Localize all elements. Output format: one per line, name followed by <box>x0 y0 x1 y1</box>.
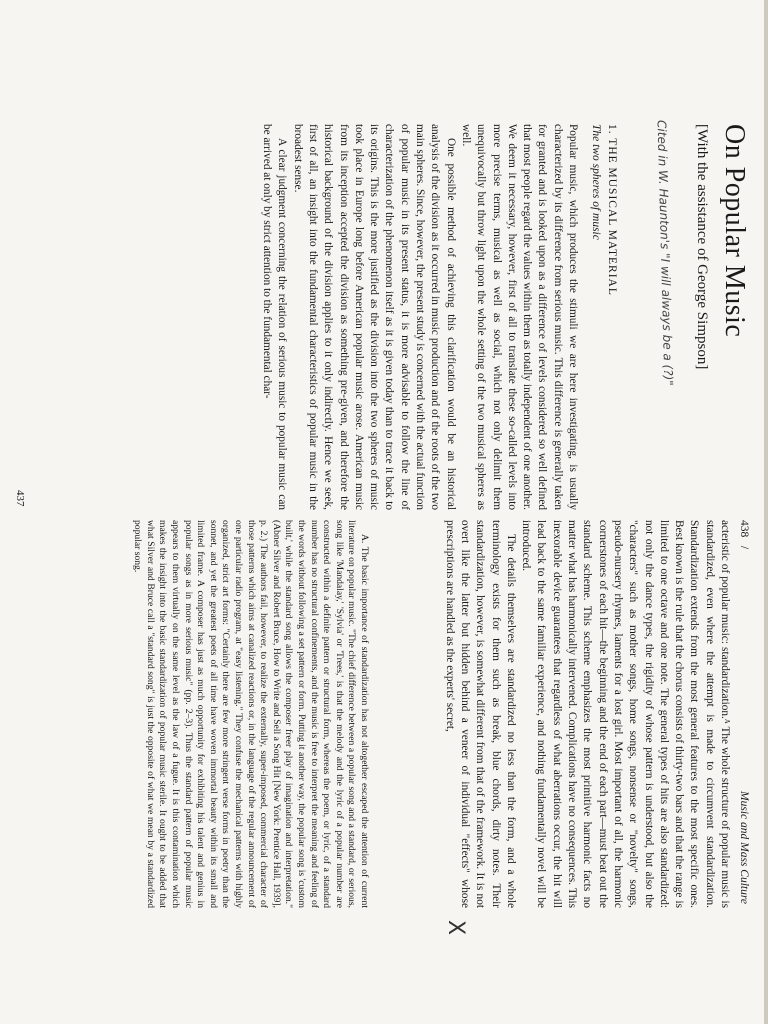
body-text-right <box>441 520 732 908</box>
page-438 <box>0 512 768 1024</box>
running-title: Music and Mass Culture <box>738 791 750 904</box>
paragraph: The details themselves are standardized no less than the form, and a whole terminology exists for them such as break, blue chords, dirty notes. Their standardization, however, is somewhat different from that of the framework. It is not overt like the latter but hidden behind a veneer of individual "effects" whose prescriptions are handled as the experts' secret, <box>443 520 517 908</box>
paragraph: Popular music, which produces the stimuli we are here investigating, is usually characterized by its difference from serious music. This difference is generally taken for granted and is looked upon as a difference of levels considered so well defined that most people regard the values within them as totally independent of one another. We deem it necessary, however, first of all to translate these so-called levels into more precise terms, musical as well as social, which not only delimit them unequivocally but throw light upon the whole setting of the two musical spheres as well. <box>459 124 579 510</box>
chapter-subtitle: [With the assistance of George Simpson] <box>694 124 710 370</box>
paragraph: acteristic of popular music: standardization.ᴬ The whole structure of popular music is standardized, even where the attempt is made to circumvent standardization. Standardization extends from the most general features to the most specific ones. Best known is the rule that the chorus consists of thirty-two bars and that the range is limited to one octave and one note. The general types of hits are also standardized: not only the dance types, the rigidity of whose pattern is understood, but also the "characters" such as mother songs, home songs, nonsense or "novelty" songs, pseudo-nursery rhymes, laments for a lost girl. Most important of all, the harmonic cornerstones of each hit—the beginning and the end of each part—must beat out the standard scheme. This scheme emphasizes the most primitive harmonic facts no matter what has harmonically intervened. Complications have no consequences. This inexorable device guarantees that regardless of what aberrations occur, the hit will lead back to the same familiar experience, and nothing fundamentally novel will be introduced. <box>520 520 731 908</box>
paragraph: A clear judgment concerning the relation of serious music to popular music can be arrived at only by strict attention to the fundamental char- <box>261 124 289 510</box>
body-text-left <box>259 124 580 510</box>
running-head-left <box>738 520 750 549</box>
page-number: 438 <box>738 520 750 538</box>
section-heading: 1. THE MUSICAL MATERIAL <box>606 124 618 296</box>
chapter-title: On Popular Music <box>719 124 750 338</box>
footnote-text: A. The basic importance of standardization has not altogether escaped the attention of current literature on popular music. "The chief difference between a popular song and a standard, or serious, song like 'Mandalay,' 'Sylvia' or 'Trees,' is that the melody and the lyric of a popular number are constructed within a definite pattern or structural form, whereas the poem, or lyric, of a standard number has no structural confinements, and the music is free to interpret the meaning and feeling of the words without following a set pattern or form. Putting it another way, the popular song is 'custom built,' while the standard song allows the composer freer play of imagination and interpretation." (Abner Silver and Robert Bruce, How to Write and Sell a Song Hit [New York: Prentice Hall, 1939], p. 2.) The authors fail, however, to realize the externally, super-imposed, commercial character of those patterns which aims at canalized reactions or, in the language of the regular announcement of one particular radio program, at "easy listening." They confuse the mechanical patterns with highly organized, strict art forms: "Certainly there are few more stringent verse forms in poetry than the sonnet, and yet the greatest poets of all time have woven immortal beauty within its small and limited frame. A composer has just as much opportunity for exhibiting his talent and genius in popular songs as in more serious music" (pp. 2–3). Thus the standard pattern of popular music appears to them virtually on the same level as the law of a fugue. It is this contamination which makes the insight into the basic standardization of popular music sterile. It ought to be added that what Silver and Bruce call a "standard song" is just the opposite of what we mean by a standardized popular song. <box>132 520 370 908</box>
section-subheading: The two spheres of music <box>590 124 602 240</box>
margin-x-mark: X <box>443 920 468 936</box>
paragraph: One possible method of achieving this clarification would be an historical analysis of the division as it occurred in music production and of the roots of the two main spheres. Since, however, the present study is concerned with the actual function of popular music in its present status, it is more advisable to follow the line of characterization of the phenomenon itself as it is given today than to trace it back to its origins. This is the more justified as the division into the two spheres of music took place in Europe long before American popular music arose. American music from its inception accepted the division as something pre-given, and therefore the historical background of the division applies to it only indirectly. Hence we seek, first of all, an insight into the fundamental characteristics of popular music in the broadest sense. <box>291 124 457 510</box>
handwritten-annotation: Cited in W. Haunton's "I will always be a (?)" <box>654 119 676 387</box>
footnote <box>131 520 370 908</box>
separator: / <box>738 545 750 550</box>
page-number: 437 <box>14 490 26 507</box>
running-head <box>738 520 750 904</box>
